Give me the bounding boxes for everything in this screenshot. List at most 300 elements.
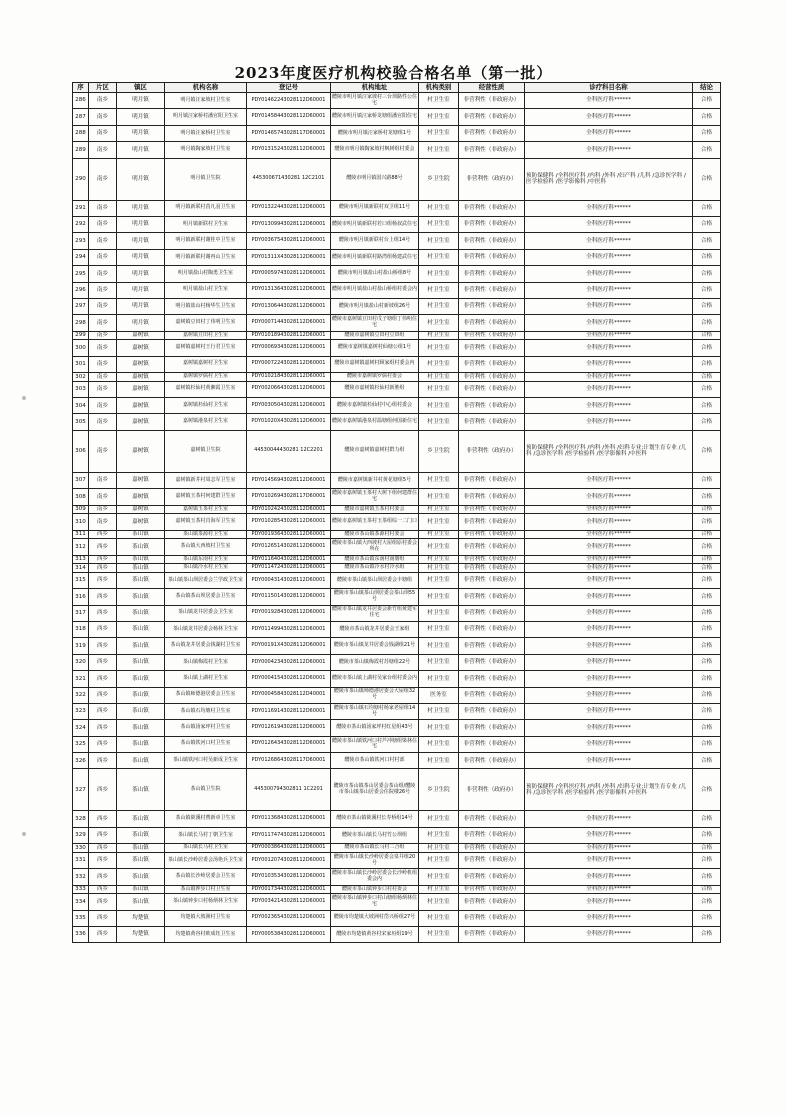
cell-no: 321 xyxy=(73,671,89,687)
cell-reg: PDY01024243028112D60001 xyxy=(247,505,331,514)
cell-nature: 非营利性（非政府办） xyxy=(459,125,525,141)
cell-dept: 全科医疗科****** xyxy=(525,589,693,605)
cell-no: 320 xyxy=(73,654,89,670)
cell-no: 315 xyxy=(73,572,89,588)
cell-reg: PDY00059743028112D60001 xyxy=(247,266,331,282)
cell-reg: PDY01169143028112D60001 xyxy=(247,703,331,719)
cell-type: 村卫生室 xyxy=(419,249,459,265)
cell-type: 村卫生室 xyxy=(419,910,459,926)
cell-area: 西乡 xyxy=(89,852,117,868)
table-row xyxy=(73,514,721,530)
cell-town: 嘉树镇 xyxy=(117,489,165,505)
cell-addr: 醴陵市茶山镇龙井居委会钱湖组21号 xyxy=(331,638,419,654)
cell-town: 茶山镇 xyxy=(117,687,165,703)
cell-dept: 全科医疗科****** xyxy=(525,142,693,158)
cell-town: 茶山镇 xyxy=(117,572,165,588)
cell-nature: 非营利性（非政府办） xyxy=(459,298,525,314)
cell-dept: 全科医疗科****** xyxy=(525,249,693,265)
cell-dept: 全科医疗科****** xyxy=(525,844,693,853)
cell-area: 西乡 xyxy=(89,539,117,555)
cell-no: 336 xyxy=(73,926,89,942)
cell-addr: 醴陵市茶山镇长马村竹公坝组 xyxy=(331,827,419,843)
cell-reg: PDY01462243028112D60001 xyxy=(247,93,331,109)
cell-result: 合格 xyxy=(693,200,721,216)
document-title: 2023年度医疗机构校验合格名单（第一批） xyxy=(234,64,553,82)
cell-name: 茶山镇茶山坝居委会卫生室 xyxy=(165,589,247,605)
cell-type: 村卫生室 xyxy=(419,869,459,885)
cell-result: 合格 xyxy=(693,555,721,564)
cell-addr: 醴陵市茶山镇长马村二合组 xyxy=(331,844,419,853)
table-row xyxy=(73,910,721,926)
cell-reg: PDY01035343028112D60001 xyxy=(247,869,331,885)
cell-town: 茶山镇 xyxy=(117,736,165,752)
cell-type: 村卫生室 xyxy=(419,736,459,752)
cell-result: 合格 xyxy=(693,340,721,356)
cell-name: 嘉树镇卫生院 xyxy=(165,430,247,472)
cell-result: 合格 xyxy=(693,811,721,827)
cell-town: 茶山镇 xyxy=(117,555,165,564)
cell-town: 茶山镇 xyxy=(117,769,165,811)
table-row xyxy=(73,687,721,703)
cell-area: 南乡 xyxy=(89,282,117,298)
cell-town: 嘉树镇 xyxy=(117,514,165,530)
cell-addr: 醴陵市明月镇新联村若口组杨叔武住宅 xyxy=(331,216,419,232)
cell-nature: 非营利性（非政府办） xyxy=(459,142,525,158)
cell-name: 嘉树镇罗儒村卫生室 xyxy=(165,373,247,382)
cell-town: 明月镇 xyxy=(117,282,165,298)
table-row xyxy=(73,539,721,555)
cell-addr: 醴陵市明月镇盐山村盐山桥组村委会内 xyxy=(331,282,419,298)
cell-area: 西乡 xyxy=(89,869,117,885)
header-dept: 诊疗科目名称 xyxy=(525,83,693,93)
cell-reg: PDY01456943028112D60001 xyxy=(247,472,331,488)
cell-reg: PDY00192843028112D60001 xyxy=(247,605,331,621)
cell-reg: PDY00206643028112D60001 xyxy=(247,381,331,397)
table-header-row xyxy=(73,83,721,93)
cell-reg: PDY01315243028112D60001 xyxy=(247,142,331,158)
cell-name: 明月镇汪家桥村卫生室 xyxy=(165,125,247,141)
cell-name: 明月镇盐山村杨华生卫生室 xyxy=(165,298,247,314)
table-row xyxy=(73,555,721,564)
cell-reg: PDY00045843028112D40001 xyxy=(247,687,331,703)
cell-town: 茶山镇 xyxy=(117,605,165,621)
cell-no: 330 xyxy=(73,844,89,853)
cell-type: 村卫生室 xyxy=(419,703,459,719)
cell-dept: 全科医疗科****** xyxy=(525,539,693,555)
cell-type: 村卫生室 xyxy=(419,414,459,430)
cell-area: 西乡 xyxy=(89,720,117,736)
cell-area: 南乡 xyxy=(89,93,117,109)
cell-area: 南乡 xyxy=(89,373,117,382)
cell-area: 西乡 xyxy=(89,844,117,853)
cell-no: 324 xyxy=(73,720,89,736)
cell-no: 319 xyxy=(73,638,89,654)
cell-nature: 非营利性（政府办） xyxy=(459,158,525,200)
cell-result: 合格 xyxy=(693,654,721,670)
cell-no: 310 xyxy=(73,514,89,530)
cell-name: 明月镇新联村菖凡羽卫生室 xyxy=(165,200,247,216)
cell-result: 合格 xyxy=(693,894,721,910)
cell-name: 茶山镇龙井居委会卫生室 xyxy=(165,605,247,621)
cell-type: 村卫生室 xyxy=(419,530,459,539)
cell-town: 明月镇 xyxy=(117,109,165,125)
cell-town: 茶山镇 xyxy=(117,720,165,736)
cell-town: 嘉树镇 xyxy=(117,398,165,414)
cell-reg: PDY00069343028112D60001 xyxy=(247,340,331,356)
cell-reg: 44530044430281 12C2201 xyxy=(247,430,331,472)
table-row xyxy=(73,298,721,314)
cell-reg: PDY01164043028112D60001 xyxy=(247,555,331,564)
cell-name: 嘉树镇港泉村卫生室 xyxy=(165,414,247,430)
cell-addr: 醴陵市嘉树镇嘉树村顾家组村委会内 xyxy=(331,356,419,372)
cell-result: 合格 xyxy=(693,736,721,752)
cell-area: 西乡 xyxy=(89,885,117,894)
cell-addr: 醴陵市明月镇盐山村盐山桥组8号 xyxy=(331,266,419,282)
cell-no: 291 xyxy=(73,200,89,216)
cell-result: 合格 xyxy=(693,530,721,539)
table-row xyxy=(73,827,721,843)
cell-town: 茶山镇 xyxy=(117,852,165,868)
header-town: 镇区 xyxy=(117,83,165,93)
cell-reg: PDY00193643028112D60001 xyxy=(247,530,331,539)
cell-nature: 非营利性（非政府办） xyxy=(459,266,525,282)
cell-result: 合格 xyxy=(693,489,721,505)
cell-dept: 全科医疗科****** xyxy=(525,373,693,382)
table-row xyxy=(73,489,721,505)
table-row xyxy=(73,282,721,298)
cell-nature: 非营利性（非政府办） xyxy=(459,852,525,868)
cell-area: 西乡 xyxy=(89,687,117,703)
cell-name: 嘉树镇豆田村卫生室 xyxy=(165,331,247,340)
cell-addr: 醴陵市茶山镇茶山坝居委会茶山坝55号 xyxy=(331,589,419,605)
cell-type: 村卫生室 xyxy=(419,753,459,769)
cell-area: 南乡 xyxy=(89,315,117,331)
cell-name: 嘉树镇玉茶村肖海军卫生室 xyxy=(165,514,247,530)
cell-result: 合格 xyxy=(693,266,721,282)
cell-nature: 非营利性（政府办） xyxy=(459,430,525,472)
cell-name: 嘉树镇嘉树村王行君卫生室 xyxy=(165,340,247,356)
cell-result: 合格 xyxy=(693,472,721,488)
table-row xyxy=(73,638,721,654)
cell-name: 均楚镇大坡洲村卫生室 xyxy=(165,910,247,926)
cell-dept: 全科医疗科****** xyxy=(525,671,693,687)
cell-nature: 非营利性（非政府办） xyxy=(459,894,525,910)
cell-name: 茶山镇长沙岭居委会汤艳兵卫生室 xyxy=(165,852,247,868)
cell-type: 村卫生室 xyxy=(419,315,459,331)
cell-no: 326 xyxy=(73,753,89,769)
cell-addr: 醴陵市明月镇新联村路湾组杨建武住宅 xyxy=(331,249,419,265)
cell-addr: 醴陵市茶山镇梅霞村苏塘组22号 xyxy=(331,654,419,670)
cell-dept: 全科医疗科****** xyxy=(525,621,693,637)
cell-town: 明月镇 xyxy=(117,93,165,109)
cell-name: 茶山镇茶山坝居委会兰学政卫生室 xyxy=(165,572,247,588)
table-body xyxy=(73,93,721,943)
cell-type: 村卫生室 xyxy=(419,472,459,488)
cell-town: 茶山镇 xyxy=(117,827,165,843)
cell-nature: 非营利性（非政府办） xyxy=(459,827,525,843)
cell-addr: 醴陵市嘉树镇豆田村戊子塘组丁伟明住宅 xyxy=(331,315,419,331)
cell-reg: PDY01028543028112D60001 xyxy=(247,514,331,530)
cell-name: 茶山镇梅霞村卫生室 xyxy=(165,654,247,670)
cell-nature: 非营利性（非政府办） xyxy=(459,340,525,356)
cell-nature: 非营利性（非政府办） xyxy=(459,315,525,331)
cell-addr: 醴陵市茶山镇钟步口村村委会 xyxy=(331,885,419,894)
cell-addr: 醴陵市茶山镇龙井居委会新竹组黄建军住宅 xyxy=(331,605,419,621)
cell-addr: 醴陵市嘉树镇杉仙村新胜组 xyxy=(331,381,419,397)
cell-area: 西乡 xyxy=(89,589,117,605)
cell-nature: 非营利性（非政府办） xyxy=(459,530,525,539)
cell-nature: 非营利性（非政府办） xyxy=(459,910,525,926)
cell-reg: PDY01020X43028112D60001 xyxy=(247,414,331,430)
cell-type: 村卫生室 xyxy=(419,381,459,397)
cell-name: 茶山镇茶源村卫生室 xyxy=(165,530,247,539)
header-result: 结论 xyxy=(693,83,721,93)
cell-no: 295 xyxy=(73,266,89,282)
cell-reg: PDY00236543028112D60001 xyxy=(247,910,331,926)
cell-nature: 非营利性（非政府办） xyxy=(459,572,525,588)
cell-name: 茶山镇大西坡村卫生室 xyxy=(165,539,247,555)
cell-type: 村卫生室 xyxy=(419,109,459,125)
cell-town: 明月镇 xyxy=(117,216,165,232)
cell-dept: 全科医疗科****** xyxy=(525,736,693,752)
cell-area: 南乡 xyxy=(89,489,117,505)
cell-addr: 醴陵市茶山镇茶源村村委会 xyxy=(331,530,419,539)
cell-type: 村卫生室 xyxy=(419,844,459,853)
cell-result: 合格 xyxy=(693,687,721,703)
cell-no: 318 xyxy=(73,621,89,637)
cell-town: 茶山镇 xyxy=(117,621,165,637)
cell-type: 村卫生室 xyxy=(419,605,459,621)
table-row xyxy=(73,703,721,719)
cell-area: 南乡 xyxy=(89,430,117,472)
cell-dept: 全科医疗科****** xyxy=(525,216,693,232)
cell-dept: 全科医疗科****** xyxy=(525,885,693,894)
cell-name: 茶山镇龙井居委会杨林卫生室 xyxy=(165,621,247,637)
cell-area: 西乡 xyxy=(89,827,117,843)
cell-nature: 非营利性（非政府办） xyxy=(459,621,525,637)
cell-dept: 全科医疗科****** xyxy=(525,356,693,372)
cell-nature: 非营利性（非政府办） xyxy=(459,638,525,654)
cell-area: 南乡 xyxy=(89,414,117,430)
cell-type: 乡卫生院 xyxy=(419,430,459,472)
cell-area: 西乡 xyxy=(89,530,117,539)
cell-reg: PDY01264343028112D60001 xyxy=(247,736,331,752)
cell-dept: 全科医疗科****** xyxy=(525,530,693,539)
cell-no: 316 xyxy=(73,589,89,605)
cell-reg: PDY01313643028112D60001 xyxy=(247,282,331,298)
cell-town: 茶山镇 xyxy=(117,753,165,769)
cell-reg: PDY01150143028112D60001 xyxy=(247,589,331,605)
cell-addr: 醴陵市茶山镇师德港居委会大屋组32号 xyxy=(331,687,419,703)
cell-area: 西乡 xyxy=(89,638,117,654)
cell-type: 村卫生室 xyxy=(419,572,459,588)
cell-reg: 445300794302811 1C2201 xyxy=(247,769,331,811)
cell-reg: PDY00191X43028112D60001 xyxy=(247,638,331,654)
cell-type: 村卫生室 xyxy=(419,654,459,670)
cell-dept: 全科医疗科****** xyxy=(525,381,693,397)
cell-name: 茶山镇钟步口村杨炳林卫生室 xyxy=(165,894,247,910)
header-reg: 登记号 xyxy=(247,83,331,93)
cell-result: 合格 xyxy=(693,505,721,514)
cell-addr: 醴陵市嘉树镇玉茶村村委会 xyxy=(331,505,419,514)
cell-no: 325 xyxy=(73,736,89,752)
cell-no: 327 xyxy=(73,769,89,811)
table-row xyxy=(73,109,721,125)
cell-type: 村卫生室 xyxy=(419,885,459,894)
cell-area: 西乡 xyxy=(89,671,117,687)
cell-town: 嘉树镇 xyxy=(117,414,165,430)
cell-name: 茶山镇上湖村卫生室 xyxy=(165,671,247,687)
cell-addr: 醴陵市茶山镇汤家坪村红星组43号 xyxy=(331,720,419,736)
cell-dept: 全科医疗科****** xyxy=(525,489,693,505)
cell-reg: PDY01136843028112D60001 xyxy=(247,811,331,827)
cell-nature: 非营利性（非政府办） xyxy=(459,555,525,564)
cell-name: 茶山镇卫生院 xyxy=(165,769,247,811)
cell-name: 明月镇盐山村陶勇卫生室 xyxy=(165,266,247,282)
cell-nature: 非营利性（非政府办） xyxy=(459,249,525,265)
cell-dept: 全科医疗科****** xyxy=(525,266,693,282)
cell-result: 合格 xyxy=(693,93,721,109)
cell-town: 明月镇 xyxy=(117,249,165,265)
cell-reg: PDY00053843028112D60001 xyxy=(247,926,331,942)
cell-addr: 醴陵市茶山镇冷水村冷水组 xyxy=(331,564,419,573)
cell-addr: 醴陵市明月镇陶家坡村枫树组村委会 xyxy=(331,142,419,158)
cell-area: 南乡 xyxy=(89,249,117,265)
table-row xyxy=(73,249,721,265)
table-row xyxy=(73,356,721,372)
cell-no: 314 xyxy=(73,564,89,573)
cell-result: 合格 xyxy=(693,539,721,555)
cell-addr: 醴陵市嘉树镇新井村黄花塘组5号 xyxy=(331,472,419,488)
cell-name: 嘉树镇嘉树村卫生室 xyxy=(165,356,247,372)
cell-no: 298 xyxy=(73,315,89,331)
cell-area: 西乡 xyxy=(89,811,117,827)
cell-nature: 非营利性（非政府办） xyxy=(459,109,525,125)
cell-town: 明月镇 xyxy=(117,158,165,200)
cell-town: 茶山镇 xyxy=(117,564,165,573)
cell-dept: 全科医疗科****** xyxy=(525,200,693,216)
cell-town: 嘉树镇 xyxy=(117,373,165,382)
cell-no: 334 xyxy=(73,894,89,910)
cell-area: 西乡 xyxy=(89,753,117,769)
cell-dept: 全科医疗科****** xyxy=(525,331,693,340)
cell-area: 南乡 xyxy=(89,216,117,232)
cell-result: 合格 xyxy=(693,109,721,125)
cell-town: 茶山镇 xyxy=(117,811,165,827)
cell-dept: 全科医疗科****** xyxy=(525,414,693,430)
cell-addr: 醴陵市均楚镇大坡洲村岱兴桥组27号 xyxy=(331,910,419,926)
cell-result: 合格 xyxy=(693,216,721,232)
cell-nature: 非营利性（非政府办） xyxy=(459,654,525,670)
cell-dept: 全科医疗科****** xyxy=(525,894,693,910)
cell-type: 村卫生室 xyxy=(419,216,459,232)
cell-result: 合格 xyxy=(693,249,721,265)
cell-result: 合格 xyxy=(693,869,721,885)
cell-area: 南乡 xyxy=(89,233,117,249)
cell-dept: 全科医疗科****** xyxy=(525,638,693,654)
cell-name: 茶山镇长沙岭居委会卫生室 xyxy=(165,869,247,885)
cell-nature: 非营利性（非政府办） xyxy=(459,671,525,687)
cell-reg: PDY00342143028112D60001 xyxy=(247,894,331,910)
cell-nature: 非营利性（非政府办） xyxy=(459,331,525,340)
cell-nature: 非营利性（非政府办） xyxy=(459,687,525,703)
cell-dept: 全科医疗科****** xyxy=(525,472,693,488)
cell-no: 306 xyxy=(73,430,89,472)
cell-dept: 全科医疗科****** xyxy=(525,926,693,942)
cell-area: 西乡 xyxy=(89,703,117,719)
cell-result: 合格 xyxy=(693,769,721,811)
cell-reg: PDY00367543028112D60001 xyxy=(247,233,331,249)
table-row xyxy=(73,505,721,514)
cell-reg: PDY00120743028112D60001 xyxy=(247,852,331,868)
cell-town: 嘉树镇 xyxy=(117,505,165,514)
cell-area: 西乡 xyxy=(89,910,117,926)
qualified-institutions-table xyxy=(72,82,721,943)
cell-no: 286 xyxy=(73,93,89,109)
cell-type: 村卫生室 xyxy=(419,331,459,340)
table-row xyxy=(73,926,721,942)
cell-no: 294 xyxy=(73,249,89,265)
cell-result: 合格 xyxy=(693,282,721,298)
cell-name: 嘉树镇杉仙村黄湘霞卫生室 xyxy=(165,381,247,397)
cell-reg: PDY01306443028112D60001 xyxy=(247,298,331,314)
cell-dept: 全科医疗科****** xyxy=(525,654,693,670)
cell-nature: 非营利性（非政府办） xyxy=(459,414,525,430)
cell-type: 村卫生室 xyxy=(419,926,459,942)
cell-type: 村卫生室 xyxy=(419,266,459,282)
cell-dept: 全科医疗科****** xyxy=(525,687,693,703)
cell-nature: 非营利性（非政府办） xyxy=(459,885,525,894)
cell-type: 村卫生室 xyxy=(419,589,459,605)
table-row xyxy=(73,340,721,356)
cell-name: 明月镇新联村谢再山卫生室 xyxy=(165,249,247,265)
cell-town: 茶山镇 xyxy=(117,894,165,910)
cell-town: 茶山镇 xyxy=(117,869,165,885)
cell-no: 308 xyxy=(73,489,89,505)
header-name: 机构名称 xyxy=(165,83,247,93)
cell-addr: 醴陵市嘉树镇罗儒村委会 xyxy=(331,373,419,382)
cell-nature: 非营利性（非政府办） xyxy=(459,356,525,372)
cell-area: 西乡 xyxy=(89,605,117,621)
cell-reg: PDY01021843028112D60001 xyxy=(247,373,331,382)
cell-dept: 全科医疗科****** xyxy=(525,398,693,414)
cell-town: 嘉树镇 xyxy=(117,472,165,488)
cell-result: 合格 xyxy=(693,638,721,654)
cell-area: 南乡 xyxy=(89,381,117,397)
table-row xyxy=(73,233,721,249)
cell-dept: 全科医疗科****** xyxy=(525,93,693,109)
cell-no: 293 xyxy=(73,233,89,249)
cell-no: 333 xyxy=(73,885,89,894)
cell-reg: PDY01265143028112D60001 xyxy=(247,539,331,555)
cell-no: 309 xyxy=(73,505,89,514)
cell-type: 村卫生室 xyxy=(419,200,459,216)
table-row xyxy=(73,398,721,414)
cell-name: 茶山镇师德港居委会卫生室 xyxy=(165,687,247,703)
cell-result: 合格 xyxy=(693,356,721,372)
table-row xyxy=(73,373,721,382)
cell-town: 茶山镇 xyxy=(117,530,165,539)
cell-town: 嘉树镇 xyxy=(117,340,165,356)
table-row xyxy=(73,158,721,200)
header-type: 机构类别 xyxy=(419,83,459,93)
cell-name: 嘉树镇玉茶村卫生室 xyxy=(165,505,247,514)
cell-no: 299 xyxy=(73,331,89,340)
cell-nature: 非营利性（非政府办） xyxy=(459,233,525,249)
table-row xyxy=(73,266,721,282)
cell-addr: 醴陵市嘉树镇玉茶村大树下组何建群住宅 xyxy=(331,489,419,505)
cell-dept: 全科医疗科****** xyxy=(525,505,693,514)
